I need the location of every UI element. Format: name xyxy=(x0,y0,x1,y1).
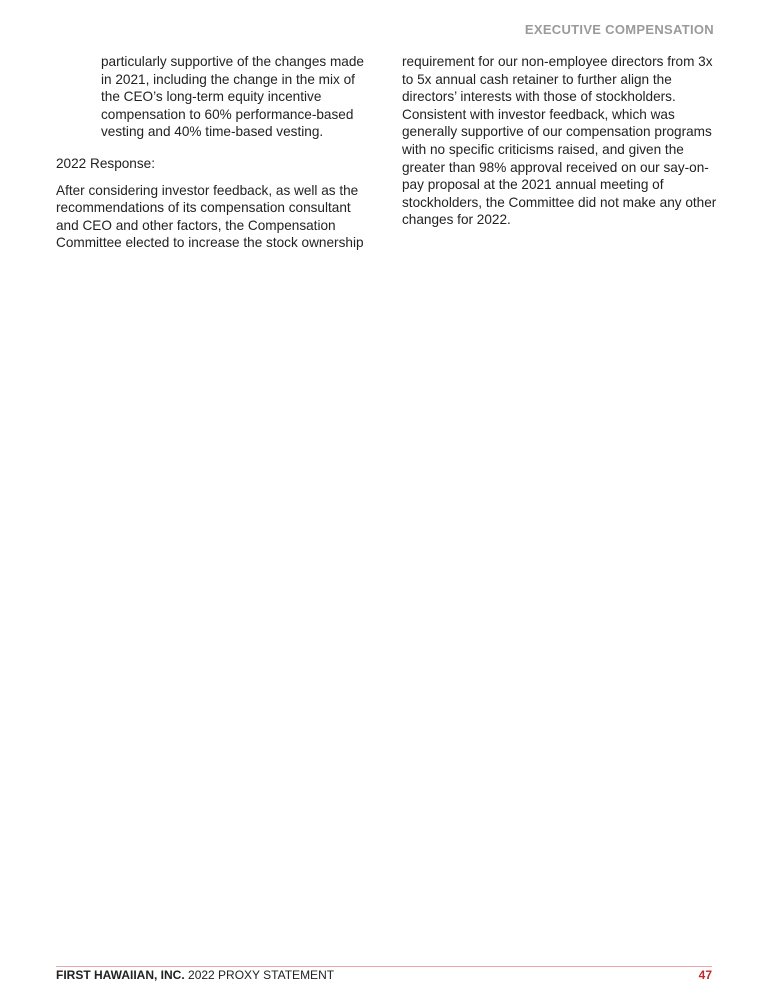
bullet-continuation: particularly supportive of the changes made in 2021, including the change in the mix of the CEO’s long-term equity incentive compensation to 60% performance-based vesting and 40% time-based vesting. xyxy=(101,54,364,140)
left-column xyxy=(56,53,368,252)
response-paragraph-end: requirement for our non-employee directors from 3x to 5x annual cash retainer to further align the directors’ interests with those of stockholders. Consistent with investor feedback, which was generally supportive of our compensation programs with no specific criticisms raised, and given the greater than 98% approval received on our say-on-pay proposal at the 2021 annual meeting of stockholders, the Committee did not make any other changes for 2022. xyxy=(402,54,717,228)
section-header: EXECUTIVE COMPENSATION xyxy=(524,22,714,37)
footer-title xyxy=(56,968,334,982)
right-column xyxy=(402,53,718,229)
footer-document: 2022 PROXY STATEMENT xyxy=(188,968,335,982)
response-subheading: 2022 Response: xyxy=(56,155,156,171)
footer-company: FIRST HAWAIIAN, INC. xyxy=(56,968,185,982)
response-paragraph-start: After considering investor feedback, as well as the recommendations of its compensation consultant and CEO and other factors, the Compensation Committee elected to increase the stock ownership xyxy=(56,182,364,251)
footer-divider xyxy=(56,966,712,967)
page-number: 47 xyxy=(698,968,712,982)
